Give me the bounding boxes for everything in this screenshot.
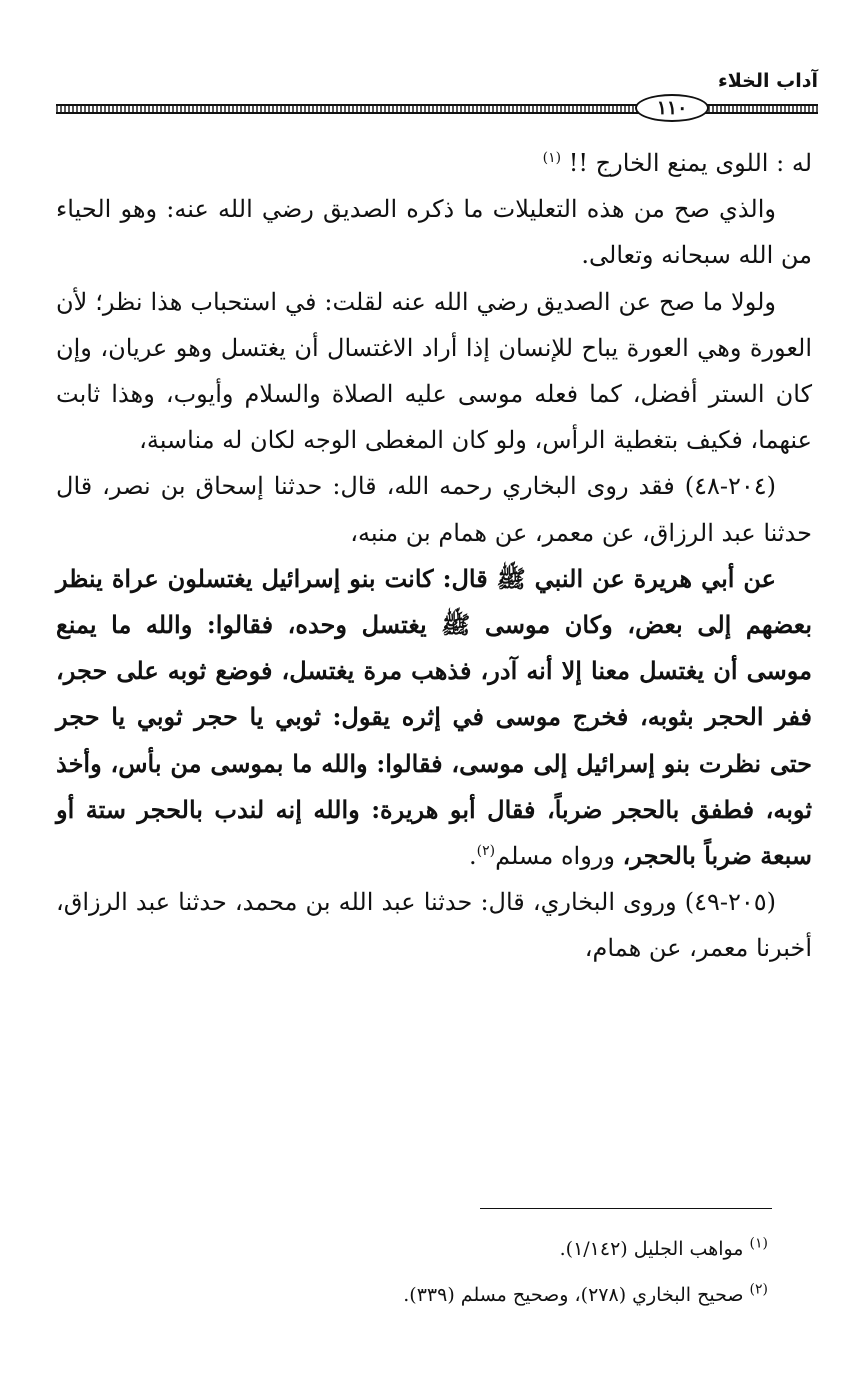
footnote-2-number: (٢) — [749, 1281, 768, 1298]
paragraph-1 — [56, 140, 812, 186]
footnote-1-number: (١) — [749, 1235, 768, 1252]
body-text — [56, 140, 812, 972]
page-number: ١١٠ — [635, 94, 709, 122]
footnote-rule — [480, 1208, 772, 1209]
footnote-ref-1: (١) — [542, 150, 562, 166]
paragraph-3: ولولا ما صح عن الصديق رضي الله عنه لقلت: في استحباب هذا نظر؛ لأن العورة وهي العورة يباح للإنسان إذا أراد الاغتسال أن يغتسل وهو عريان، وإن كان الستر أفضل، كما فعله موسى عليه الصلاة والسلام وأيوب، وهذا ثابت عنهما، فكيف بتغطية الرأس، ولو كان المغطى الوجه لكان له مناسبة، — [56, 287, 812, 455]
footnote-2-text: صحيح البخاري (٢٧٨)، وصحيح مسلم (٣٣٩). — [403, 1284, 750, 1306]
paragraph-6: (٢٠٥-٤٩) وروى البخاري، قال: حدثنا عبد الله بن محمد، حدثنا عبد الرزاق، أخبرنا معمر، عن همام، — [56, 888, 812, 963]
hadith-tail: ورواه مسلم — [495, 842, 623, 871]
paragraph-2: والذي صح من هذه التعليلات ما ذكره الصديق رضي الله عنه: وهو الحياء من الله سبحانه وتعالى. — [56, 195, 812, 270]
paragraph-1-text: له : اللوى يمنع الخارج !! — [561, 149, 812, 177]
footnote-2 — [48, 1272, 768, 1318]
paragraph-4: (٢٠٤-٤٨) فقد روى البخاري رحمه الله، قال: حدثنا إسحاق بن نصر، قال حدثنا عبد الرزاق، عن معمر، عن همام بن منبه، — [56, 472, 812, 547]
hadith-end: . — [469, 842, 477, 871]
footnote-1 — [48, 1226, 768, 1272]
footnotes — [48, 1226, 768, 1318]
footnote-ref-2: (٢) — [476, 843, 496, 860]
running-title: آداب الخلاء — [718, 70, 818, 92]
hadith-text: عن أبي هريرة عن النبي ﷺ قال: كانت بنو إسرائيل يغتسلون عراة ينظر بعضهم إلى بعض، وكان موسى ﷺ يغتسل وحده، فقالوا: والله ما يمنع موسى أن يغتسل معنا إلا أنه آدر، فذهب مرة يغتسل، فوضع ثوبه على حجر، ففر الحجر بثوبه، فخرج موسى في إثره يقول: ثوبي يا حجر ثوبي يا حجر حتى نظرت بنو إسرائيل إلى موسى، فقالوا: والله ما بموسى من بأس، وأخذ ثوبه، فطفق بالحجر ضرباً، فقال أبو هريرة: والله إنه لندب بالحجر ستة أو سبعة ضرباً بالحجر، — [56, 563, 812, 871]
footnote-1-text: مواهب الجليل (١/١٤٢). — [559, 1238, 750, 1260]
hadith-paragraph — [56, 556, 812, 879]
